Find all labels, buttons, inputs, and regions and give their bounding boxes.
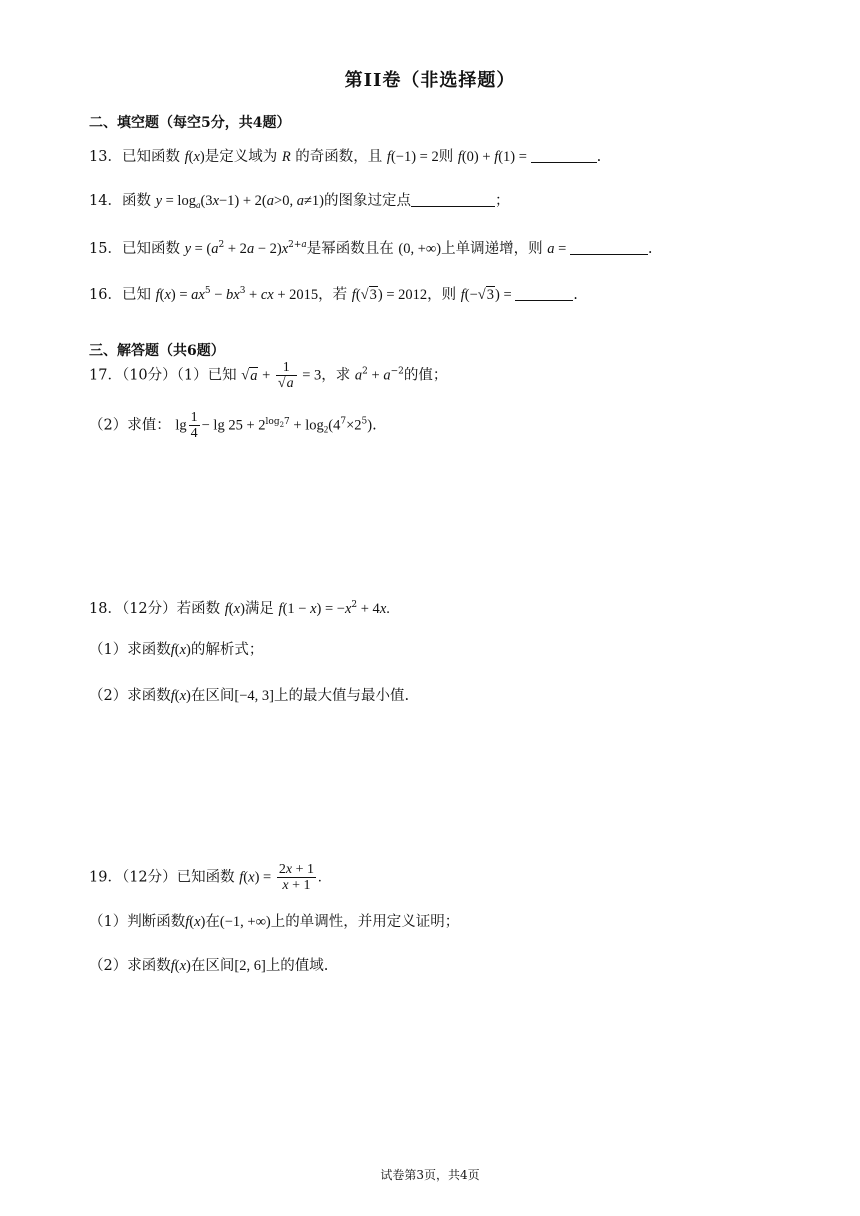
question-number: 16． <box>89 287 122 303</box>
question-15: 15．已知函数 $y = (a^2 + 2a - 2)x^{2+a}$是幂函数且在 (0, +∞)上单调递增，则 a = . <box>89 240 653 257</box>
page-title: 第II卷（非选择题） <box>344 70 516 91</box>
question-19-part-2: （2）求函数f(x)在区间[2, 6]上的值域. <box>89 958 329 974</box>
question-19-part-1: （1）判断函数f(x)在(−1, +∞)上的单调性，并用定义证明； <box>89 914 460 930</box>
question-number: 18． <box>89 601 122 617</box>
question-16: 16．已知 $f(x) = ax^5 - bx^3$ + cx + 2015，若 f(√3) = 2012，则 f(−√3) = . <box>89 286 578 303</box>
question-13: 13．已知函数 f(x)是定义域为 R 的奇函数，且 f(−1) = 2则 f(0) + f(1) = . <box>89 149 602 165</box>
question-number: 15． <box>89 241 122 257</box>
fraction: $\frac{2x + 1}{x + 1}$ <box>278 862 314 893</box>
question-18-part-1: （1）求函数f(x)的解析式； <box>89 642 264 658</box>
question-18: 18．（12分）若函数 f(x)满足 $f(1 - x) = -x^2 + 4x$. <box>89 600 390 617</box>
question-18-part-2: （2）求函数f(x)在区间[−4, 3]上的最大值与最小值. <box>89 688 410 704</box>
question-19: 19．（12分）已知函数 f(x) = $\frac{2x + 1}{x + 1}$ . <box>89 862 322 893</box>
answer-blank[interactable] <box>411 192 495 207</box>
question-number: 19． <box>89 869 122 886</box>
question-number: 17． <box>89 367 122 384</box>
answer-blank[interactable] <box>531 148 597 163</box>
question-17-part-2: （2）求值： lg $\frac{1}{4}$ − $\lg 25 + 2^{log_27} + \log_2(4^7\times 2^5)$. <box>89 410 377 441</box>
section-answer-heading: 三、解答题（共6题） <box>89 343 225 359</box>
fraction: $\frac{1}{4}$ <box>190 410 198 441</box>
page-footer: 试卷第3页，共4页 <box>380 1168 480 1182</box>
question-number: 13． <box>89 149 122 165</box>
question-14: 14．函数 $y = \log_a(3x-1) + 2(a>0$, a≠1)的图象过定点 ； <box>89 193 510 210</box>
fraction: $\frac{1}{√a}$ <box>276 360 297 391</box>
answer-blank[interactable] <box>570 240 648 255</box>
section-fill-in-heading: 二、填空题（每空5分，共4题） <box>89 115 291 131</box>
question-number: 14． <box>89 193 122 209</box>
answer-blank[interactable] <box>515 286 573 301</box>
question-17: 17．（10分）（1）已知 √a + $\frac{1}{√a}$ = 3，求 $a^2 + a^{-2}$的值； <box>89 360 448 391</box>
